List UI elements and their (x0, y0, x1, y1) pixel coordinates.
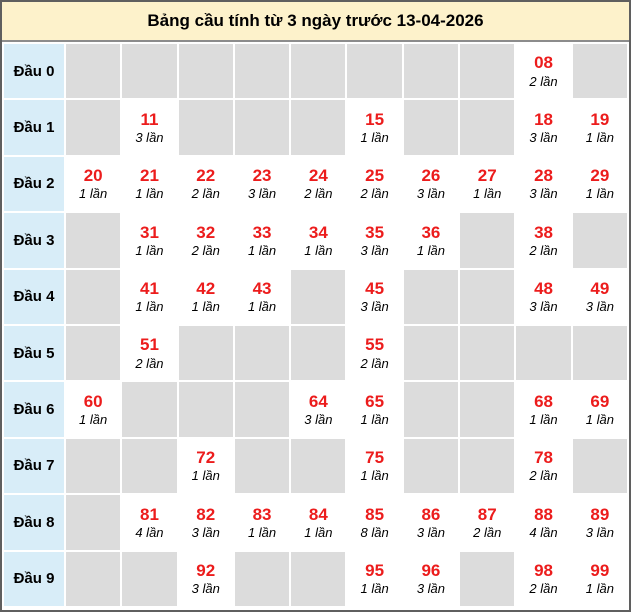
empty-cell (460, 552, 514, 606)
cell-count: 2 lần (529, 73, 558, 89)
cell-count: 1 lần (529, 412, 558, 428)
number-cell-26 (404, 157, 458, 211)
cell-number: 42 (196, 279, 216, 298)
empty-cell (573, 439, 627, 493)
cell-number: 11 (140, 109, 159, 129)
empty-cell (66, 100, 120, 154)
cell-number: 48 (534, 279, 553, 298)
cell-count: 2 lần (360, 186, 389, 202)
cell-count: 1 lần (79, 186, 108, 202)
row-header-6: Đầu 6 (4, 382, 64, 436)
cell-number: 23 (252, 166, 272, 186)
number-cell-84 (291, 495, 345, 549)
cell-count: 3 lần (416, 581, 446, 597)
number-cell-92 (179, 552, 233, 606)
empty-cell (573, 326, 627, 380)
cell-number: 29 (590, 166, 610, 186)
empty-cell (235, 100, 289, 154)
number-cell-33 (235, 213, 289, 267)
empty-cell (573, 213, 627, 267)
table-row (4, 213, 627, 267)
empty-cell (179, 100, 233, 154)
empty-cell (179, 326, 233, 380)
number-cell-18 (516, 100, 570, 154)
cell-number: 43 (252, 279, 272, 298)
cell-count: 3 lần (191, 524, 220, 540)
cell-count: 1 lần (79, 412, 108, 428)
empty-cell (573, 44, 627, 98)
cau-table-body (4, 44, 627, 606)
row-header-1: Đầu 1 (4, 100, 64, 154)
cell-number: 49 (590, 279, 610, 298)
cell-count: 3 lần (585, 524, 614, 540)
empty-cell (291, 326, 345, 380)
cell-number: 78 (534, 448, 553, 468)
cell-count: 1 lần (360, 468, 389, 484)
cell-number: 45 (365, 279, 385, 298)
number-cell-27 (460, 157, 514, 211)
cell-number: 19 (590, 109, 610, 129)
cell-count: 3 lần (191, 581, 220, 597)
cell-number: 99 (590, 560, 610, 580)
empty-cell (404, 270, 458, 324)
cell-count: 3 lần (304, 412, 333, 428)
row-header-4: Đầu 4 (4, 270, 64, 324)
number-cell-95 (347, 552, 401, 606)
empty-cell (179, 382, 233, 436)
cau-table (2, 42, 629, 608)
cell-number: 32 (196, 222, 216, 242)
cell-number: 15 (365, 109, 385, 129)
empty-cell (516, 326, 570, 380)
number-cell-78 (516, 439, 570, 493)
cell-number: 35 (365, 222, 385, 242)
table-row (4, 44, 627, 98)
cell-number: 18 (534, 109, 553, 129)
number-cell-83 (235, 495, 289, 549)
cell-count: 1 lần (135, 242, 164, 258)
number-cell-08 (516, 44, 570, 98)
cell-count: 4 lần (135, 524, 164, 540)
empty-cell (291, 44, 345, 98)
cell-count: 4 lần (529, 524, 558, 540)
cell-number: 82 (196, 504, 216, 524)
table-title: Bảng cầu tính từ 3 ngày trước 13-04-2026 (147, 11, 484, 30)
number-cell-96 (404, 552, 458, 606)
empty-cell (66, 495, 120, 549)
empty-cell (291, 439, 345, 493)
cell-count: 1 lần (191, 299, 220, 315)
number-cell-25 (347, 157, 401, 211)
empty-cell (66, 44, 120, 98)
cell-number: 25 (365, 166, 385, 186)
cell-number: 34 (308, 222, 328, 242)
number-cell-81 (122, 495, 176, 549)
number-cell-85 (347, 495, 401, 549)
table-row (4, 495, 627, 549)
empty-cell (66, 439, 120, 493)
cell-count: 1 lần (360, 581, 389, 597)
cell-number: 72 (196, 448, 216, 468)
cell-number: 89 (590, 504, 610, 524)
empty-cell (235, 44, 289, 98)
empty-cell (404, 326, 458, 380)
number-cell-65 (347, 382, 401, 436)
cell-count: 3 lần (529, 130, 558, 146)
number-cell-88 (516, 495, 570, 549)
cell-number: 08 (534, 53, 553, 73)
cell-number: 55 (365, 335, 385, 355)
row-header-9: Đầu 9 (4, 552, 64, 606)
number-cell-98 (516, 552, 570, 606)
cell-count: 1 lần (247, 524, 277, 540)
cell-count: 2 lần (135, 355, 164, 371)
empty-cell (179, 44, 233, 98)
empty-cell (460, 326, 514, 380)
number-cell-99 (573, 552, 627, 606)
number-cell-55 (347, 326, 401, 380)
cell-count: 3 lần (529, 186, 558, 202)
table-row (4, 382, 627, 436)
cell-number: 28 (534, 166, 553, 186)
number-cell-68 (516, 382, 570, 436)
cell-number: 22 (196, 166, 216, 186)
cell-number: 33 (252, 222, 272, 242)
cell-number: 26 (421, 166, 441, 186)
row-header-7: Đầu 7 (4, 439, 64, 493)
cell-number: 36 (421, 222, 441, 242)
empty-cell (66, 213, 120, 267)
row-header-8: Đầu 8 (4, 495, 64, 549)
cell-number: 24 (308, 166, 328, 186)
number-cell-28 (516, 157, 570, 211)
empty-cell (291, 100, 345, 154)
cell-count: 3 lần (135, 130, 164, 146)
cell-count: 1 lần (135, 186, 164, 202)
number-cell-32 (179, 213, 233, 267)
row-header-5: Đầu 5 (4, 326, 64, 380)
cell-count: 3 lần (416, 524, 446, 540)
cell-number: 96 (421, 560, 441, 580)
cell-count: 1 lần (191, 468, 220, 484)
cell-number: 27 (477, 166, 497, 186)
empty-cell (122, 552, 176, 606)
empty-cell (347, 44, 401, 98)
empty-cell (122, 439, 176, 493)
cell-count: 2 lần (473, 524, 502, 540)
number-cell-86 (404, 495, 458, 549)
number-cell-87 (460, 495, 514, 549)
number-cell-51 (122, 326, 176, 380)
cell-count: 1 lần (585, 412, 614, 428)
cell-number: 65 (365, 391, 385, 411)
cell-number: 84 (308, 504, 328, 524)
empty-cell (460, 382, 514, 436)
empty-cell (460, 100, 514, 154)
number-cell-82 (179, 495, 233, 549)
table-row (4, 100, 627, 154)
cell-number: 51 (139, 335, 159, 355)
cell-number: 60 (83, 391, 103, 411)
number-cell-22 (179, 157, 233, 211)
cell-number: 68 (534, 391, 553, 411)
number-cell-36 (404, 213, 458, 267)
table-row (4, 326, 627, 380)
cell-count: 1 lần (585, 186, 614, 202)
number-cell-45 (347, 270, 401, 324)
cell-count: 8 lần (360, 524, 389, 540)
empty-cell (460, 439, 514, 493)
number-cell-15 (347, 100, 401, 154)
cell-number: 20 (83, 166, 103, 186)
number-cell-41 (122, 270, 176, 324)
cell-number: 92 (196, 560, 216, 580)
empty-cell (66, 270, 120, 324)
cell-number: 95 (365, 560, 385, 580)
cell-number: 69 (590, 391, 610, 411)
empty-cell (404, 100, 458, 154)
empty-cell (404, 382, 458, 436)
number-cell-64 (291, 382, 345, 436)
empty-cell (291, 552, 345, 606)
cell-number: 41 (139, 279, 159, 298)
cell-number: 88 (534, 504, 553, 524)
number-cell-43 (235, 270, 289, 324)
cell-count: 2 lần (191, 242, 220, 258)
number-cell-38 (516, 213, 570, 267)
cell-number: 83 (252, 504, 272, 524)
cell-count: 1 lần (585, 130, 614, 146)
empty-cell (235, 382, 289, 436)
table-row (4, 552, 627, 606)
empty-cell (122, 382, 176, 436)
number-cell-19 (573, 100, 627, 154)
number-cell-89 (573, 495, 627, 549)
cell-count: 1 lần (304, 242, 333, 258)
row-header-3: Đầu 3 (4, 213, 64, 267)
cell-number: 85 (365, 504, 385, 524)
number-cell-29 (573, 157, 627, 211)
title-bar (2, 2, 629, 42)
number-cell-31 (122, 213, 176, 267)
cell-number: 21 (139, 166, 159, 186)
number-cell-69 (573, 382, 627, 436)
cell-number: 64 (308, 391, 328, 411)
cell-count: 2 lần (529, 242, 558, 258)
table-row (4, 439, 627, 493)
number-cell-11 (122, 100, 176, 154)
cell-count: 1 lần (247, 242, 277, 258)
cell-number: 87 (477, 504, 497, 524)
cell-count: 2 lần (529, 468, 558, 484)
number-cell-21 (122, 157, 176, 211)
number-cell-49 (573, 270, 627, 324)
empty-cell (460, 44, 514, 98)
empty-cell (66, 552, 120, 606)
cell-count: 2 lần (529, 581, 558, 597)
row-header-2: Đầu 2 (4, 157, 64, 211)
cell-count: 2 lần (304, 186, 333, 202)
table-row (4, 270, 627, 324)
cell-count: 1 lần (416, 242, 446, 258)
empty-cell (66, 326, 120, 380)
empty-cell (404, 44, 458, 98)
number-cell-48 (516, 270, 570, 324)
cell-number: 98 (534, 560, 553, 580)
number-cell-72 (179, 439, 233, 493)
empty-cell (122, 44, 176, 98)
cell-count: 2 lần (191, 186, 220, 202)
cell-count: 1 lần (360, 412, 389, 428)
cell-number: 86 (421, 504, 441, 524)
empty-cell (235, 552, 289, 606)
cell-number: 75 (365, 448, 385, 468)
number-cell-34 (291, 213, 345, 267)
cell-count: 3 lần (360, 299, 389, 315)
cell-count: 3 lần (247, 186, 277, 202)
number-cell-35 (347, 213, 401, 267)
number-cell-42 (179, 270, 233, 324)
cell-count: 1 lần (585, 581, 614, 597)
cell-count: 3 lần (529, 299, 558, 315)
cell-count: 1 lần (304, 524, 333, 540)
cell-count: 1 lần (135, 299, 164, 315)
number-cell-20 (66, 157, 120, 211)
number-cell-24 (291, 157, 345, 211)
empty-cell (404, 439, 458, 493)
cell-number: 81 (139, 504, 159, 524)
cell-number: 38 (534, 222, 553, 242)
empty-cell (291, 270, 345, 324)
cell-count: 3 lần (416, 186, 446, 202)
cell-count: 2 lần (360, 355, 389, 371)
cell-count: 1 lần (473, 186, 502, 202)
cell-count: 3 lần (360, 242, 389, 258)
table-row (4, 157, 627, 211)
number-cell-75 (347, 439, 401, 493)
empty-cell (235, 326, 289, 380)
empty-cell (460, 213, 514, 267)
cell-count: 1 lần (247, 299, 277, 315)
cell-count: 3 lần (585, 299, 614, 315)
number-cell-60 (66, 382, 120, 436)
empty-cell (235, 439, 289, 493)
cell-count: 1 lần (360, 130, 389, 146)
cell-number: 31 (139, 222, 159, 242)
row-header-0: Đầu 0 (4, 44, 64, 98)
number-cell-23 (235, 157, 289, 211)
empty-cell (460, 270, 514, 324)
